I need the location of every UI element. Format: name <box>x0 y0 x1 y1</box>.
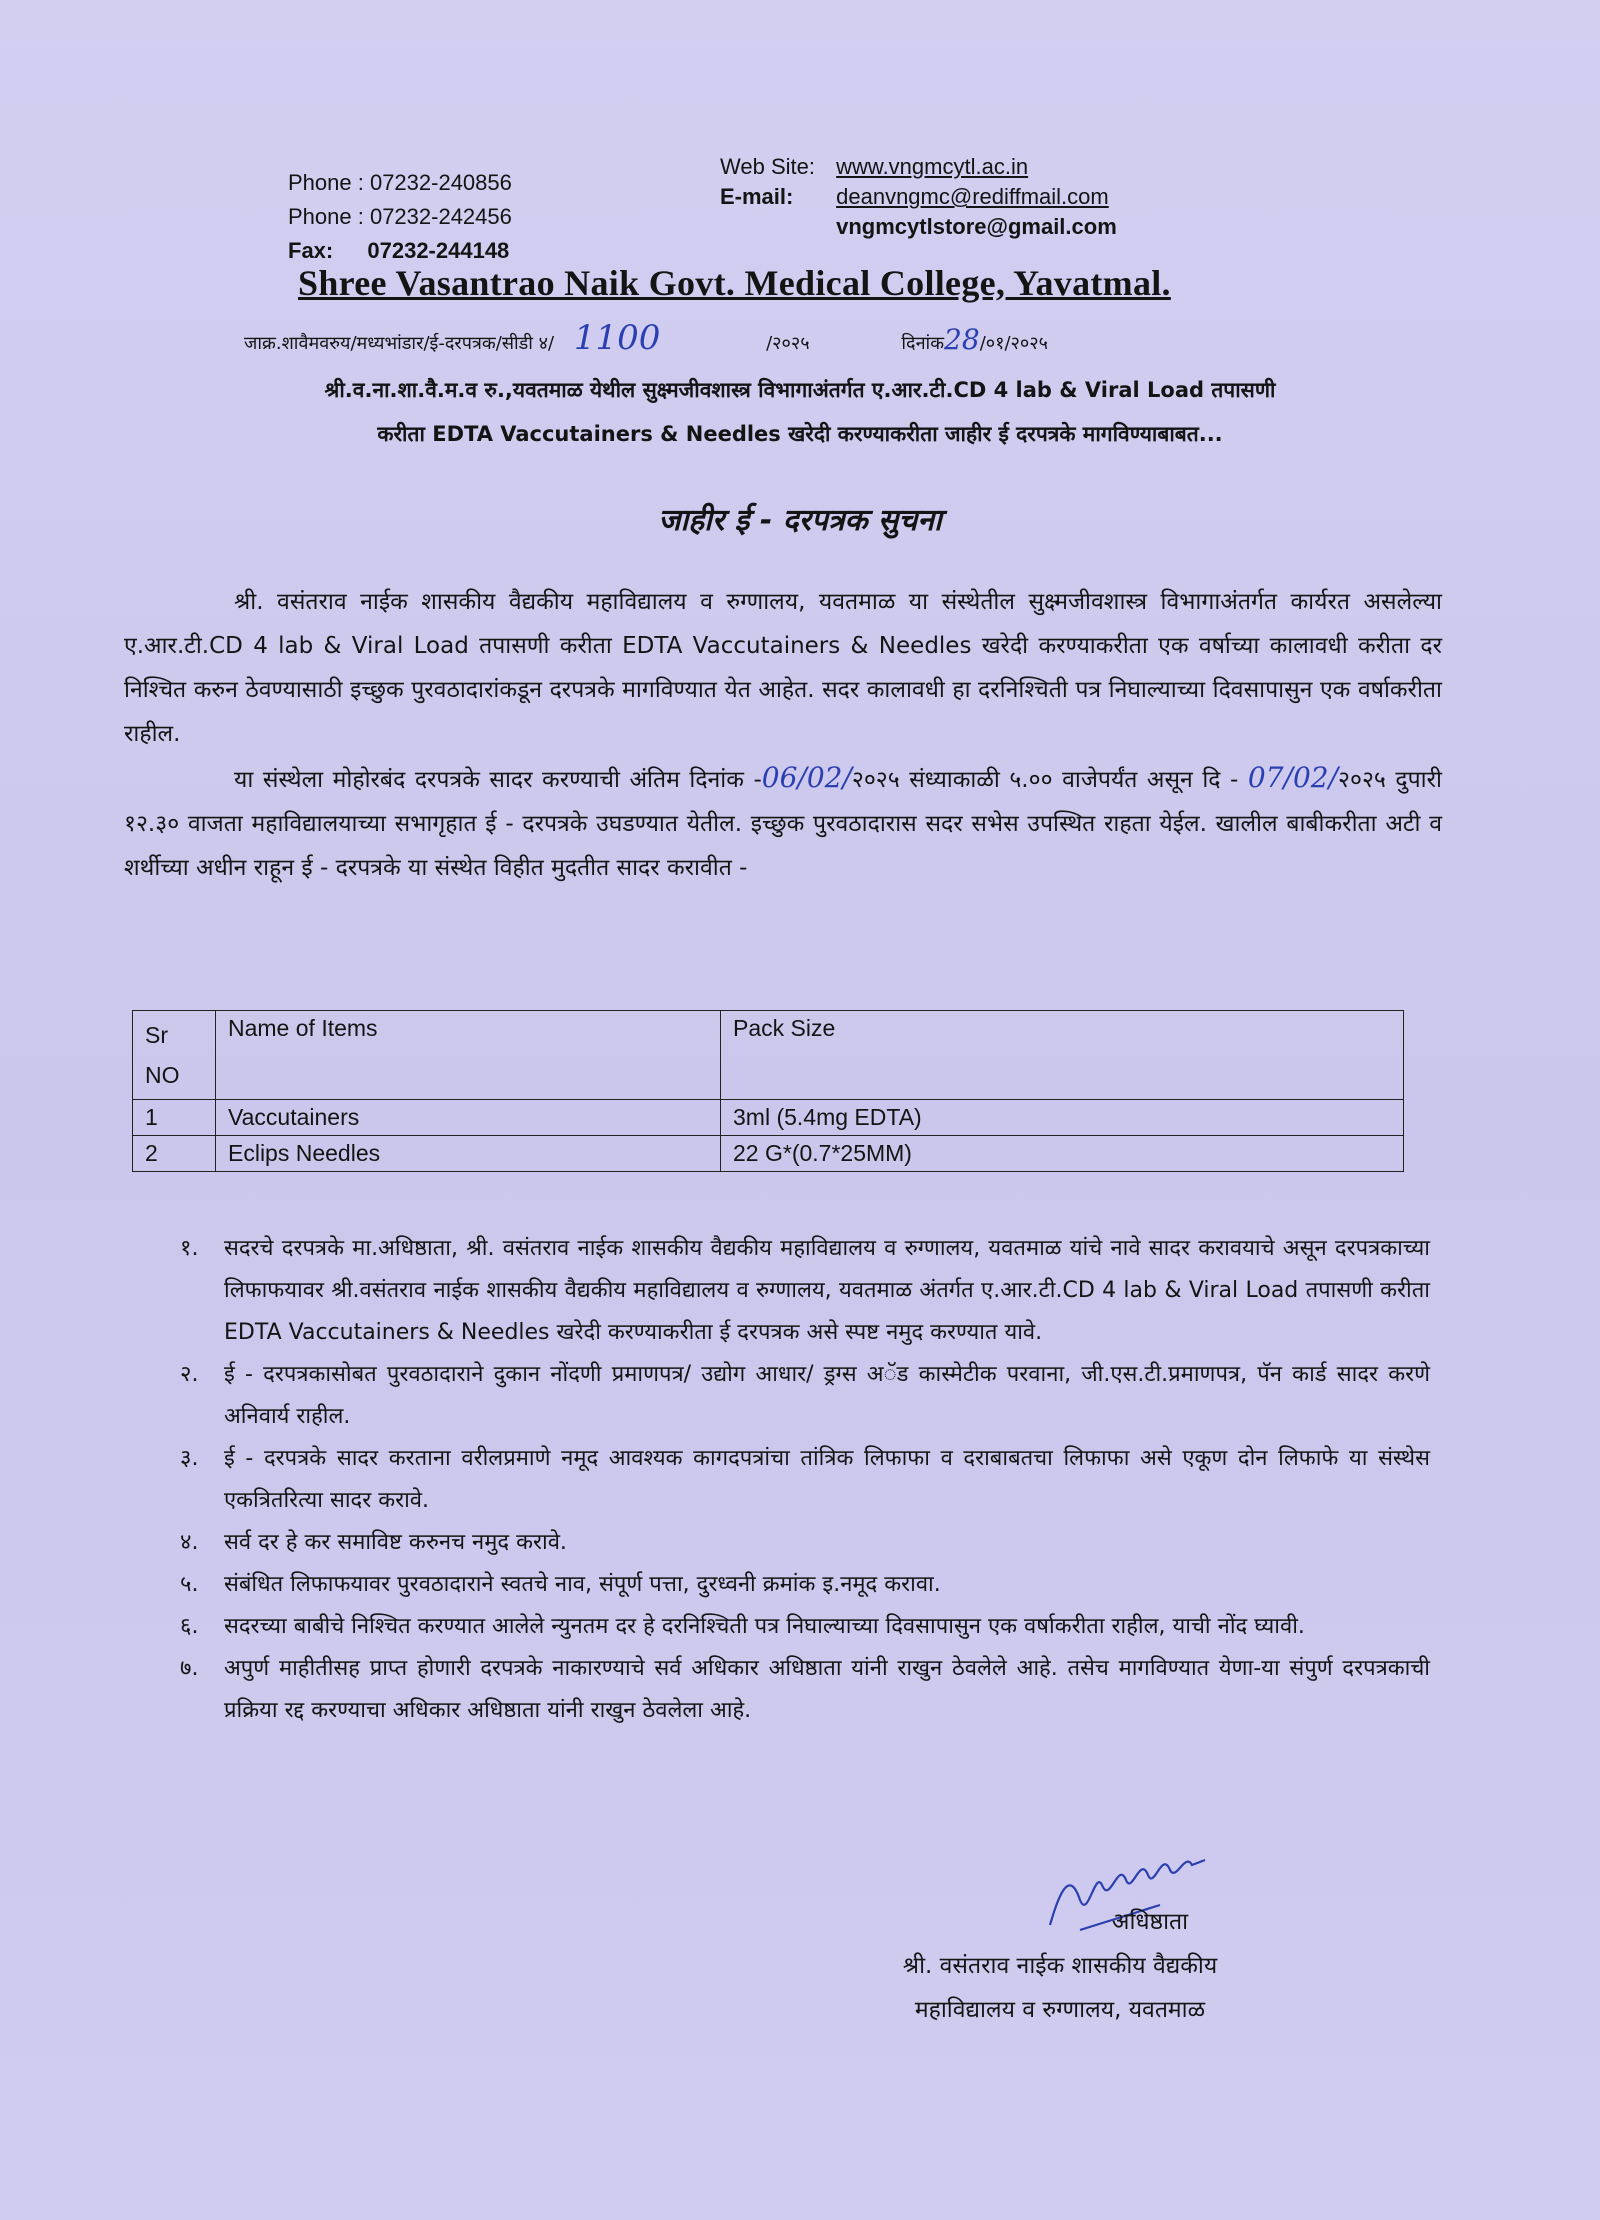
reference-line <box>244 318 1048 358</box>
table-row <box>133 1136 1404 1172</box>
paragraph-2-part-b: २०२५ संध्याकाळी ५.०० वाजेपर्यंत असून दि - <box>851 767 1239 793</box>
paragraph-2 <box>124 756 1442 890</box>
signatory-line-2: महाविद्यालय व रुग्णालय, यवतमाळ <box>914 1997 1206 2023</box>
row-2-sr: 2 <box>133 1136 216 1172</box>
web-block <box>720 152 1117 242</box>
website-line <box>720 152 1117 182</box>
email-line <box>720 182 1117 212</box>
reference-year: /२०२५ <box>766 333 810 354</box>
website-label: Web Site: <box>720 154 815 179</box>
condition-item: १. सदरचे दरपत्रके मा.अधिष्ठाता, श्री. वसंतराव नाईक शासकीय वैद्यकीय महाविद्यालय व रुग्णालय, यवतमाळ यांचे नावे सादर करावयाचे असून दरपत्रकाच्या लिफाफयावर श्री.वसंतराव नाईक शासकीय वैद्यकीय महाविद्यालय व रुग्णालय, यवतमाळ अंतर्गत ए.आर.टी.CD 4 lab & Viral Load तपासणी करीता EDTA Vaccutainers & Needles खरेदी करण्याकरीता ई दरपत्रक असे स्पष्ट नमुद करण्यात यावे. <box>180 1236 1430 1345</box>
phone-1: Phone : 07232-240856 <box>288 170 512 195</box>
signatory-title: अधिष्ठाता <box>1111 1909 1189 1935</box>
college-name: Shree Vasantrao Naik Govt. Medical College, Yavatmal. <box>298 263 1171 303</box>
contact-block <box>288 166 512 268</box>
phone-2: Phone : 07232-242456 <box>288 204 512 229</box>
row-2-item: Eclips Needles <box>216 1136 721 1172</box>
reference-number: 1100 <box>573 318 661 358</box>
fax-label: Fax: <box>288 238 334 263</box>
table-row <box>133 1100 1404 1136</box>
header-item-name: Name of Items <box>216 1011 721 1100</box>
date-rest: /०१/२०२५ <box>979 333 1048 354</box>
email-link-1[interactable]: deanvngmc@rediffmail.com <box>836 184 1109 209</box>
fax-number: 07232-244148 <box>367 238 510 263</box>
header-sr-no: Sr NO <box>133 1011 216 1100</box>
signatory-line-1: श्री. वसंतराव नाईक शासकीय वैद्यकीय <box>902 1953 1218 1979</box>
email-line-2 <box>720 212 1117 242</box>
paragraph-2-part-a: या संस्थेला मोहोरबंद दरपत्रके सादर करण्याची अंतिम दिनांक - <box>234 767 762 793</box>
website-link[interactable]: www.vngmcytl.ac.in <box>836 154 1029 179</box>
notice-body <box>124 580 1442 890</box>
row-1-pack: 3ml (5.4mg EDTA) <box>721 1100 1404 1136</box>
row-2-pack: 22 G*(0.7*25MM) <box>721 1136 1404 1172</box>
condition-item: ३. ई - दरपत्रके सादर करताना वरीलप्रमाणे नमूद आवश्यक कागदपत्रांचा तांत्रिक लिफाफा व दराबाबतचा लिफाफा असे एकूण दोन लिफाफे या संस्थेस एकत्रितरित्या सादर करावे. <box>180 1446 1430 1513</box>
date-label: दिनांक <box>901 333 945 354</box>
notice-heading: जाहीर ई - दरपत्रक सुचना <box>658 503 942 538</box>
table-header-row <box>133 1011 1404 1100</box>
email-label: E-mail: <box>720 184 794 209</box>
opening-date: 07/02/ <box>1247 761 1339 794</box>
condition-item: ५. संबंधित लिफाफयावर पुरवठादाराने स्वतचे नाव, संपूर्ण पत्ता, दुरध्वनी क्रमांक इ.नमूद करावा. <box>180 1572 941 1597</box>
date-day: 28 <box>944 323 980 356</box>
condition-item: २. ई - दरपत्रकासोबत पुरवठादाराने दुकान नोंदणी प्रमाणपत्र/ उद्योग आधार/ ड्रग्स अॅड कास्मेटीक परवाना, जी.एस.टी.प्रमाणपत्र, पॅन कार्ड सादर करणे अनिवार्य राहील. <box>180 1362 1430 1429</box>
reference-prefix: जाक्र.शावैमवरुय/मध्यभांडार/ई-दरपत्रक/सीडी ४/ <box>244 333 555 354</box>
conditions-list <box>180 1228 1430 1732</box>
subject <box>120 368 1480 456</box>
closing-date: 06/02/ <box>761 761 852 794</box>
condition-item: ४. सर्व दर हे कर समाविष्ट करुनच नमुद करावे. <box>180 1530 567 1555</box>
subject-line-1: श्री.व.ना.शा.वै.म.व रु.,यवतमाळ येथील सुक्ष्मजीवशास्त्र विभागाअंतर्गत ए.आर.टी.CD 4 lab & Viral Load तपासणी <box>324 378 1276 402</box>
paragraph-1: श्री. वसंतराव नाईक शासकीय वैद्यकीय महाविद्यालय व रुग्णालय, यवतमाळ या संस्थेतील सुक्ष्मजीवशास्त्र विभागाअंतर्गत कार्यरत असलेल्या ए.आर.टी.CD 4 lab & Viral Load तपासणी करीता EDTA Vaccutainers & Needles खरेदी करण्याकरीता एक वर्षाच्या कालावधी करीता दर निश्चित करुन ठेवण्यासाठी इच्छुक पुरवठादारांकडून दरपत्रके मागविण्यात येत आहेत. सदर कालावधी हा दरनिश्चिती पत्र निघाल्याच्या दिवसापासुन एक वर्षाकरीता राहील. <box>124 589 1442 747</box>
row-1-item: Vaccutainers <box>216 1100 721 1136</box>
header-pack-size: Pack Size <box>721 1011 1404 1100</box>
email-link-2[interactable]: vngmcytlstore@gmail.com <box>836 214 1117 239</box>
condition-item: ६. सदरच्या बाबीचे निश्चित करण्यात आलेले न्युनतम दर हे दरनिश्चिती पत्र निघाल्याच्या दिवसापासुन एक वर्षाकरीता राहील, याची नोंद घ्यावी. <box>180 1614 1305 1639</box>
items-table <box>132 1010 1404 1172</box>
signature-block <box>800 1900 1320 2032</box>
condition-item: ७. अपुर्ण माहीतीसह प्राप्त होणारी दरपत्रके नाकारण्याचे सर्व अधिकार अधिष्ठाता यांनी राखुन ठेवलेले आहे. तसेच मागविण्यात येणा-या संपुर्ण दरपत्रकाची प्रक्रिया रद्द करण्याचा अधिकार अधिष्ठाता यांनी राखुन ठेवलेला आहे. <box>180 1656 1430 1723</box>
paragraph-2-part-c: २०२५ दुपारी १२.३० वाजता महाविद्यालयाच्या सभागृहात ई - दरपत्रके उघडण्यात येतील. इच्छुक पुरवठादारास सदर सभेस उपस्थित राहता येईल. खालील बाबीकरीता अटी व शर्थीच्या अधीन राहून ई - दरपत्रके या संस्थेत विहीत मुदतीत सादर करावीत - <box>124 767 1443 881</box>
row-1-sr: 1 <box>133 1100 216 1136</box>
subject-line-2: करीता EDTA Vaccutainers & Needles खरेदी करण्याकरीता जाहीर ई दरपत्रके मागविण्याबाबत... <box>377 422 1223 446</box>
